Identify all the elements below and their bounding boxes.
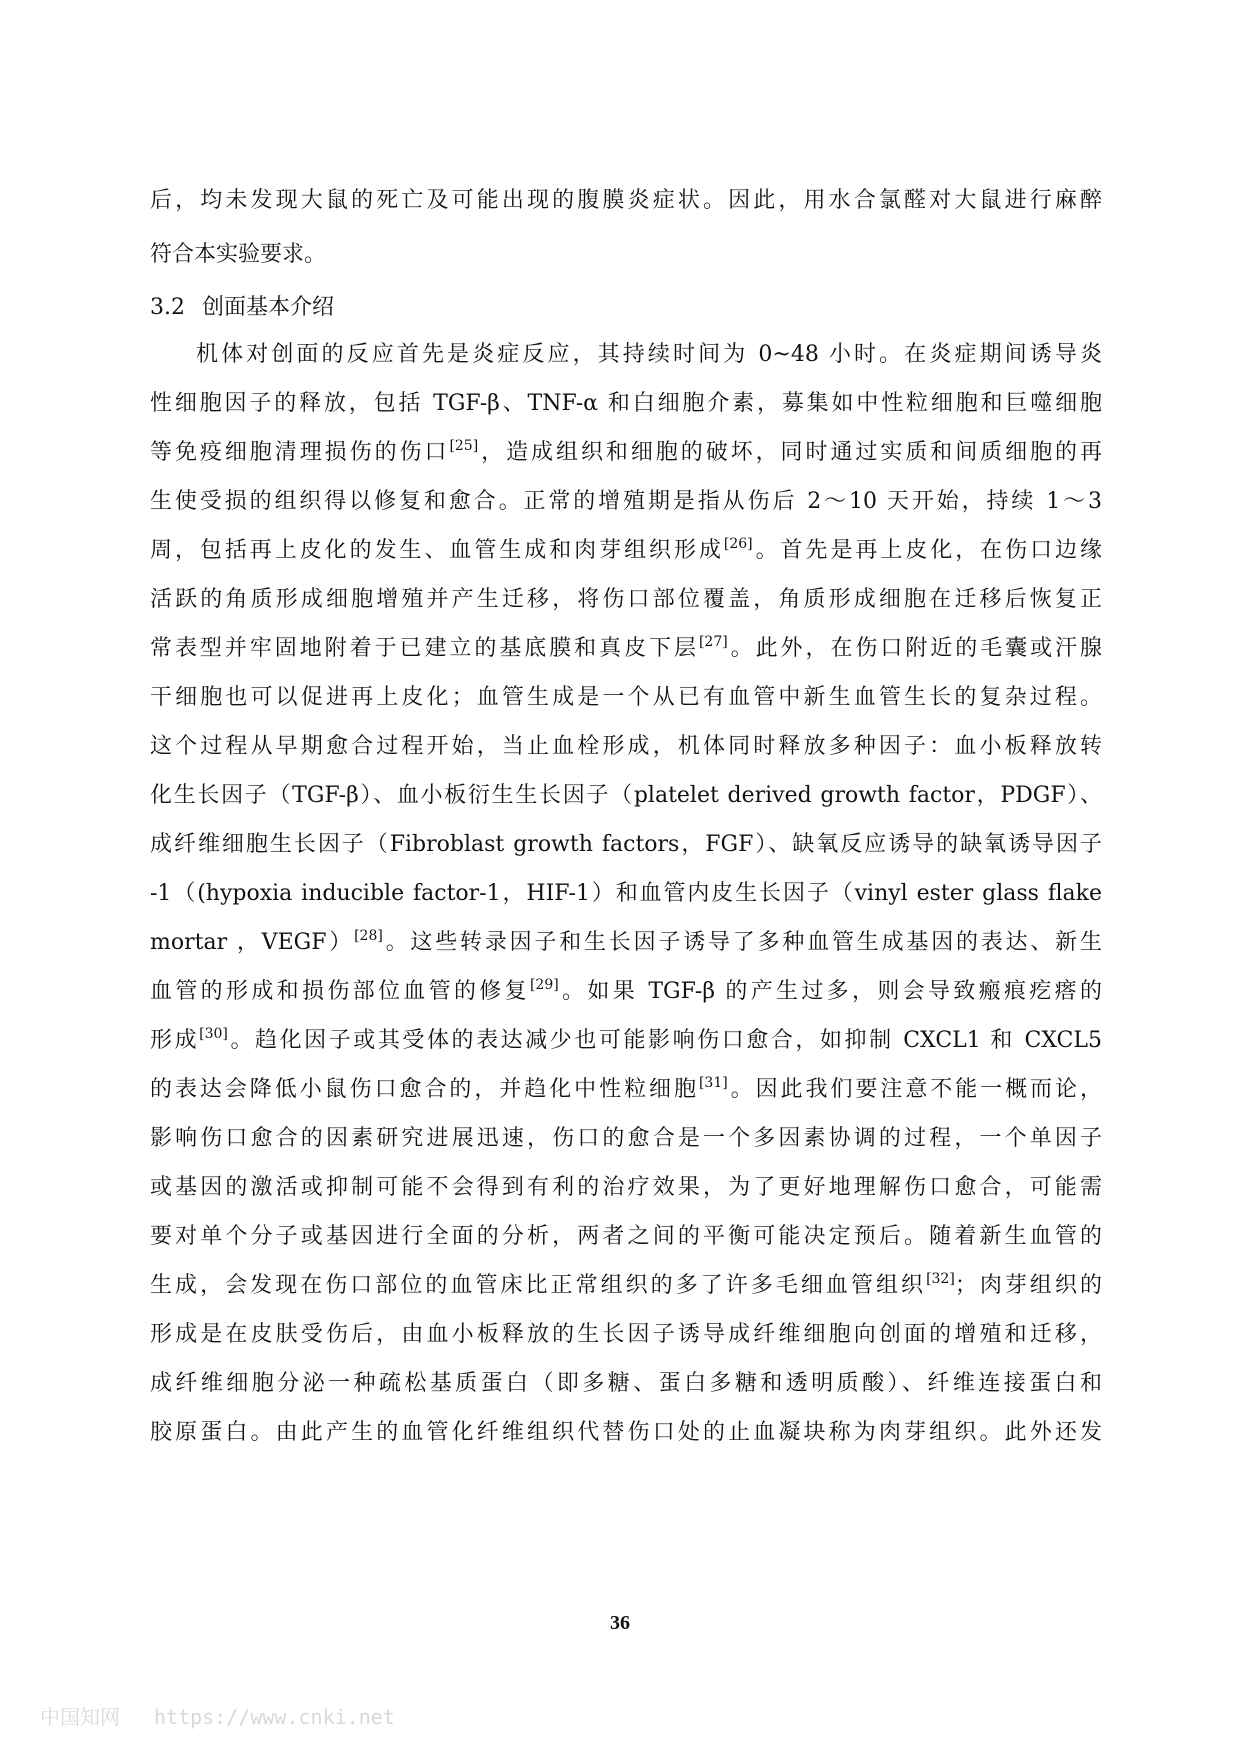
body-text: 生使受损的组织得以修复和愈合。正常的增殖期是指从伤后 2～10 天开始，持续 1～3: [150, 489, 1102, 514]
body-line: [150, 634, 1102, 664]
body-text: 。这些转录因子和生长因子诱导了多种血管生成基因的表达、新生: [382, 930, 1102, 955]
body-line: [150, 1124, 1102, 1154]
body-line: [196, 340, 1102, 370]
body-text: 胶原蛋白。由此产生的血管化纤维组织代替伤口处的止血凝块称为肉芽组织。此外还发: [150, 1420, 1102, 1445]
cnki-watermark: [40, 1701, 395, 1730]
paragraph-tail-line-2: 符合本实验要求。: [150, 242, 327, 267]
citation-ref: [27]: [698, 634, 728, 650]
body-text: 性细胞因子的释放，包括 TGF-β、TNF-α 和白细胞介素，募集如中性粒细胞和巨噬细胞: [150, 391, 1102, 416]
citation-ref: [29]: [529, 977, 559, 993]
citation-ref: [31]: [698, 1075, 728, 1091]
section-number: 3.2: [150, 295, 185, 320]
body-line: [150, 1222, 1102, 1252]
body-text: 形成: [150, 1028, 200, 1053]
body-line: [150, 1271, 1102, 1301]
body-line: [150, 1369, 1102, 1399]
body-text: 成纤维细胞分泌一种疏松基质蛋白（即多糖、蛋白多糖和透明质酸）、纤维连接蛋白和: [150, 1371, 1102, 1396]
body-line: [150, 977, 1102, 1007]
body-text: 要对单个分子或基因进行全面的分析，两者之间的平衡可能决定预后。随着新生血管的: [150, 1224, 1102, 1249]
body-text: 化生长因子（TGF-β）、血小板衍生生长因子（platelet derived growth factor，PDGF）、: [150, 783, 1102, 808]
body-line: [150, 683, 1102, 713]
body-line: [150, 879, 1102, 909]
body-line: [150, 1418, 1102, 1448]
body-line: [150, 438, 1102, 468]
body-line: [150, 487, 1102, 517]
body-text: 生成，会发现在伤口部位的血管床比正常组织的多了许多毛细血管组织: [150, 1273, 927, 1298]
body-text: 。此外，在伤口附近的毛囊或汗腺: [727, 636, 1102, 661]
page-number: 36: [610, 1612, 630, 1634]
body-text: 。因此我们要注意不能一概而论，: [727, 1077, 1102, 1102]
watermark-text: 中国知网: [40, 1705, 120, 1729]
body-text: 。首先是再上皮化，在伤口边缘: [752, 538, 1102, 563]
body-text: 常表型并牢固地附着于已建立的基底膜和真皮下层: [150, 636, 699, 661]
body-text: 成纤维细胞生长因子（Fibroblast growth factors，FGF）、缺氧反应诱导的缺氧诱导因子: [150, 832, 1102, 857]
body-line: [150, 732, 1102, 762]
body-text: 的表达会降低小鼠伤口愈合的，并趋化中性粒细胞: [150, 1077, 699, 1102]
citation-ref: [32]: [926, 1271, 955, 1287]
section-title: 创面基本介绍: [202, 295, 335, 320]
body-text: mortar ，VEGF）: [150, 930, 355, 955]
body-line: [150, 781, 1102, 811]
body-text: 周，包括再上皮化的发生、血管生成和肉芽组织形成: [150, 538, 724, 563]
body-text: 等免疫细胞清理损伤的伤口: [150, 440, 450, 465]
body-line: [150, 928, 1102, 958]
body-text: 这个过程从早期愈合过程开始，当止血栓形成，机体同时释放多种因子：血小板释放转: [150, 734, 1102, 759]
citation-ref: [30]: [199, 1026, 228, 1042]
body-text: 影响伤口愈合的因素研究进展迅速，伤口的愈合是一个多因素协调的过程，一个单因子: [150, 1126, 1102, 1151]
body-line: [150, 1320, 1102, 1350]
body-line: [150, 536, 1102, 566]
body-text: 干细胞也可以促进再上皮化；血管生成是一个从已有血管中新生血管生长的复杂过程。: [150, 685, 1102, 710]
body-line: [150, 1173, 1102, 1203]
body-text: 或基因的激活或抑制可能不会得到有利的治疗效果，为了更好地理解伤口愈合，可能需: [150, 1175, 1102, 1200]
section-heading: [150, 293, 1102, 323]
citation-ref: [25]: [449, 438, 479, 454]
body-text: ；肉芽组织的: [954, 1273, 1102, 1298]
body-text: 形成是在皮肤受伤后，由血小板释放的生长因子诱导成纤维细胞向创面的增殖和迁移，: [150, 1322, 1102, 1347]
body-line: [150, 1075, 1102, 1105]
body-text: -1（(hypoxia inducible factor-1，HIF-1）和血管内皮生长因子（vinyl ester glass flake: [150, 881, 1102, 906]
body-text: 机体对创面的反应首先是炎症反应，其持续时间为 0~48 小时。在炎症期间诱导炎: [196, 342, 1102, 367]
paragraph-tail-line-1: 后，均未发现大鼠的死亡及可能出现的腹膜炎症状。因此，用水合氯醛对大鼠进行麻醉: [150, 188, 1102, 213]
watermark-url: https://www.cnki.net: [154, 1705, 395, 1729]
body-text: 活跃的角质形成细胞增殖并产生迁移，将伤口部位覆盖，角质形成细胞在迁移后恢复正: [150, 587, 1102, 612]
body-line: [150, 1026, 1102, 1056]
body-line: [150, 830, 1102, 860]
body-line: [150, 585, 1102, 615]
citation-ref: [28]: [354, 928, 383, 944]
body-text: ，造成组织和细胞的破坏，同时通过实质和间质细胞的再: [478, 440, 1102, 465]
body-text: 血管的形成和损伤部位血管的修复: [150, 979, 530, 1004]
body-line: [150, 389, 1102, 419]
body-text: 。趋化因子或其受体的表达减少也可能影响伤口愈合，如抑制 CXCL1 和 CXCL5: [227, 1028, 1102, 1053]
citation-ref: [26]: [723, 536, 753, 552]
body-text: 。如果 TGF-β 的产生过多，则会导致瘢痕疙瘩的: [558, 979, 1102, 1004]
